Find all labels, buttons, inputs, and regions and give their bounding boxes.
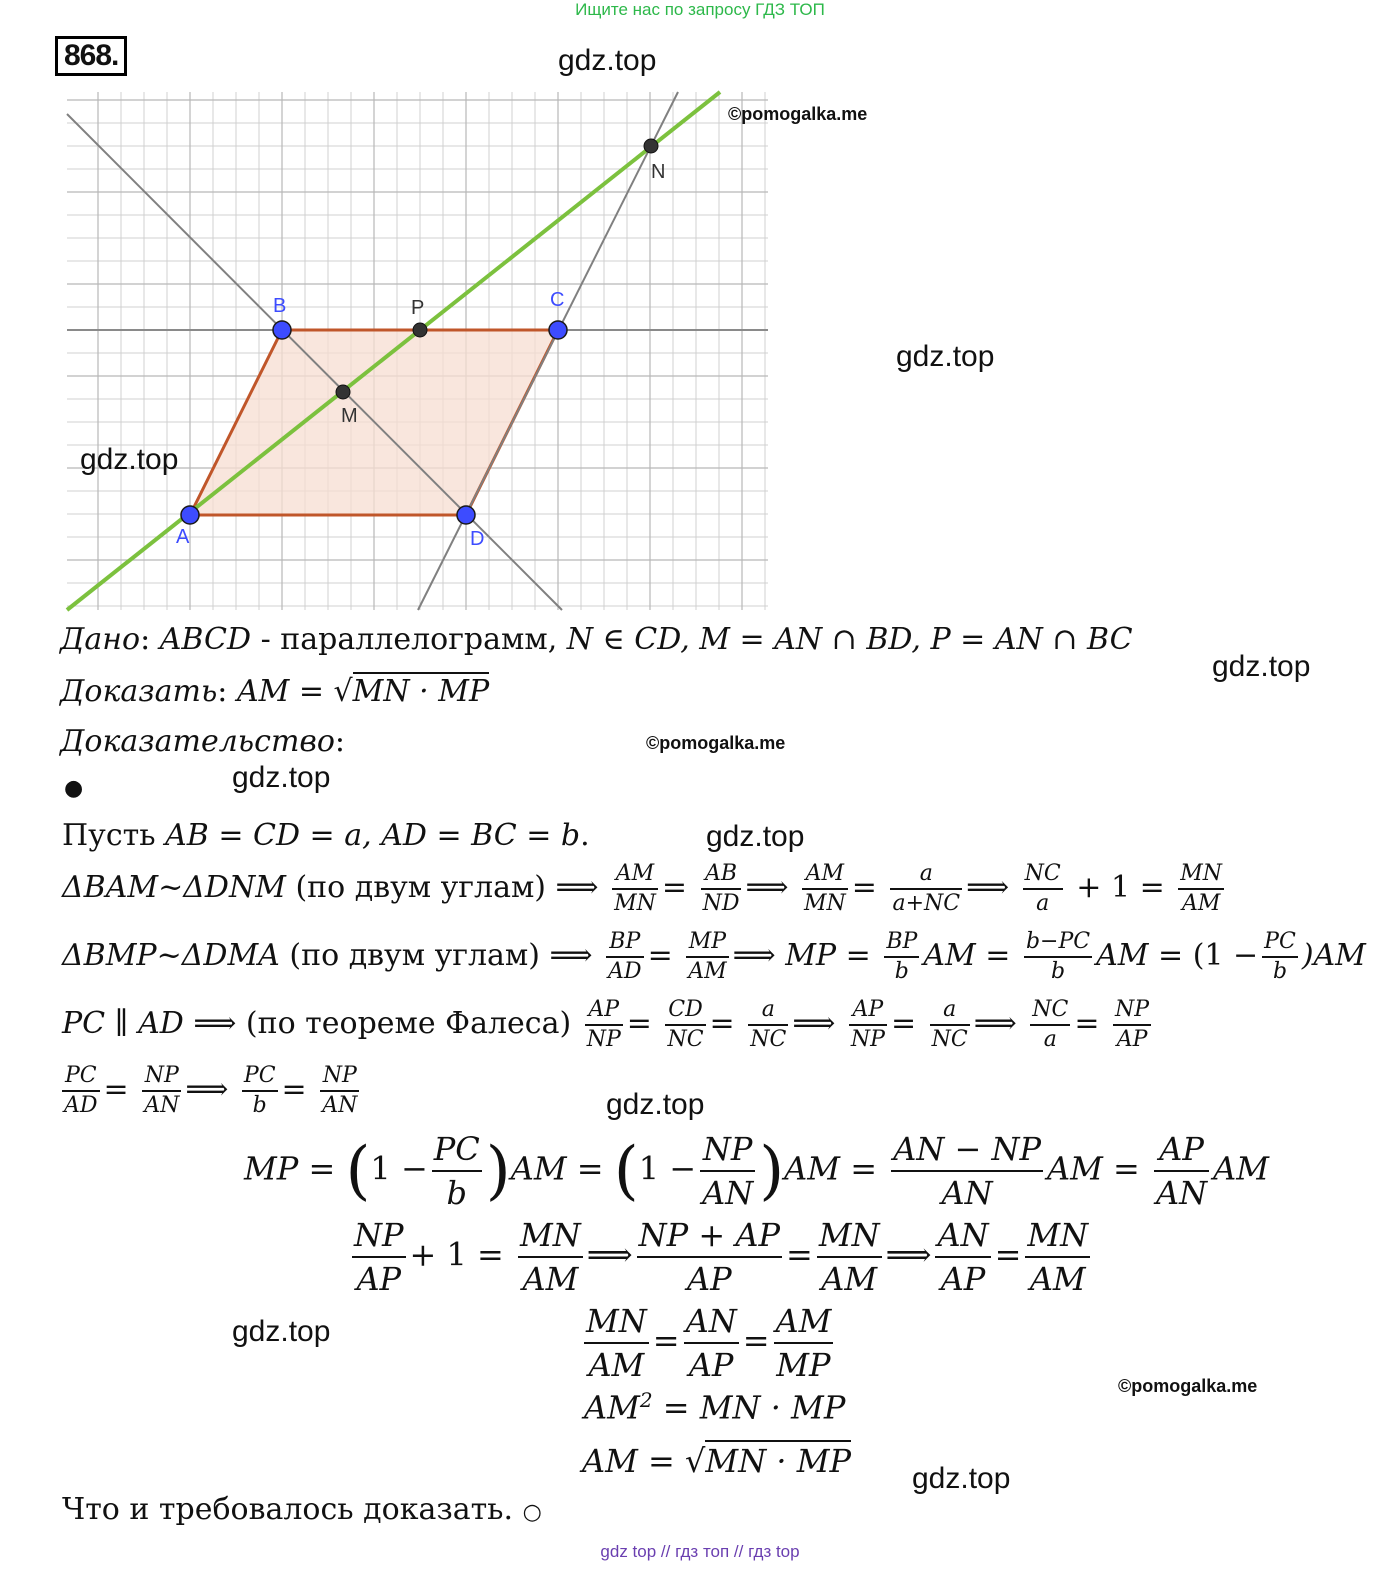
watermark-gdz: gdz.top bbox=[232, 1315, 331, 1348]
watermark-gdz: gdz.top bbox=[558, 44, 657, 77]
watermark-gdz: gdz.top bbox=[606, 1088, 705, 1121]
sqrt-sign: √ bbox=[685, 1442, 706, 1480]
label-d: D bbox=[470, 528, 485, 550]
fraction: $\frac{AM}{MN}$ bbox=[804, 861, 846, 916]
prove-radicand: MN · MP bbox=[352, 674, 490, 709]
fraction: $\frac{a}{NC}$ bbox=[931, 997, 968, 1052]
conclusion-text: Что и требовалось доказать. bbox=[62, 1492, 514, 1527]
watermark-pomogalka: ©pomogalka.me bbox=[646, 733, 786, 753]
math-term: AM bbox=[1047, 1149, 1103, 1188]
label-p: P bbox=[411, 297, 425, 319]
fraction: $\frac{AP}{NP}$ bbox=[586, 997, 621, 1052]
label-n: N bbox=[651, 161, 666, 183]
math-term: AM bbox=[1096, 938, 1149, 973]
fraction: $\frac{PC}{b}$ bbox=[243, 1063, 276, 1118]
radicand: MN · MP bbox=[705, 1442, 851, 1480]
prove-label: Доказать bbox=[60, 674, 218, 709]
equation-4 bbox=[584, 1388, 845, 1427]
fraction: $\frac{MN}{AM}$ bbox=[1180, 861, 1223, 916]
point-a bbox=[181, 506, 199, 524]
fraction: $\frac{AN - NP}{AN}$ bbox=[893, 1130, 1041, 1212]
watermark-gdz: gdz.top bbox=[80, 443, 179, 476]
note: (по двум углам) bbox=[279, 938, 550, 973]
proof-line bbox=[60, 722, 345, 762]
fraction: $\frac{NP}{AN}$ bbox=[144, 1063, 180, 1118]
fraction: $\frac{NP}{AP}$ bbox=[354, 1216, 404, 1298]
equation-3: $\frac{MN}{AM}$ = $\frac{AN}{AP}$ = $\frac{AM}{MP}$ bbox=[586, 1302, 832, 1384]
fraction: $\frac{MN}{AM}$ bbox=[818, 1216, 880, 1298]
point-b bbox=[273, 321, 291, 339]
fraction: $\frac{NC}{a}$ bbox=[1024, 861, 1061, 916]
fraction: $\frac{MN}{AM}$ bbox=[520, 1216, 581, 1298]
fraction: $\frac{NC}{a}$ bbox=[1032, 997, 1069, 1052]
fraction: $\frac{NP}{AN}$ bbox=[322, 1063, 358, 1118]
point-p bbox=[413, 323, 427, 337]
prove-line bbox=[60, 672, 489, 712]
math-term: MP bbox=[244, 1149, 299, 1188]
watermark-gdz: gdz.top bbox=[1212, 650, 1311, 683]
end-mark: ○ bbox=[522, 1500, 542, 1525]
exponent: 2 bbox=[639, 1388, 653, 1412]
prove-lhs: AM = bbox=[236, 674, 334, 709]
point-c bbox=[549, 321, 567, 339]
triangle-similarity: ΔBAM~ΔDNM bbox=[62, 870, 286, 905]
fraction: $\frac{PC}{AD}$ bbox=[64, 1063, 98, 1118]
fraction: $\frac{NP + AP}{AP}$ bbox=[638, 1216, 780, 1298]
fraction: $\frac{MN}{AM}$ bbox=[1027, 1216, 1089, 1298]
math-term: AM bbox=[1213, 1149, 1270, 1188]
conclusion-line bbox=[62, 1490, 542, 1533]
fraction: $\frac{NP}{AP}$ bbox=[1115, 997, 1150, 1052]
step4-line: $\frac{PC}{AD}$ = $\frac{NP}{AN}$ ⟹ $\frac{PC}{b}$ = $\frac{NP}{AN}$ bbox=[64, 1063, 358, 1118]
open-paren: (1 − bbox=[1192, 938, 1259, 973]
fraction: $\frac{AN}{AP}$ bbox=[685, 1302, 737, 1384]
fraction: $\frac{PC}{b}$ bbox=[433, 1130, 480, 1212]
math-term: AM = bbox=[582, 1442, 686, 1480]
label-c: C bbox=[550, 289, 565, 311]
triangle-similarity: ΔBMP~ΔDMA bbox=[62, 938, 280, 973]
watermark-gdz: gdz.top bbox=[706, 820, 805, 853]
watermark-gdz: gdz.top bbox=[232, 761, 331, 794]
fraction: $\frac{a}{NC}$ bbox=[750, 997, 787, 1052]
plus-one: + 1 bbox=[409, 1235, 467, 1274]
note: (по теореме Фалеса) bbox=[236, 1006, 581, 1041]
given-line bbox=[60, 620, 1133, 660]
watermark-gdz: gdz.top bbox=[896, 340, 995, 373]
equation-1: MP = (1 − $\frac{PC}{b}$ )AM = (1 − $\frac{NP}{AN}$ )AM = $\frac{AN - NP}{AN}$ AM = $\frac{AP}{AN}$ AM bbox=[244, 1130, 1270, 1212]
fraction: $\frac{a}{a+NC}$ bbox=[892, 861, 961, 916]
watermark-pomogalka: ©pomogalka.me bbox=[728, 104, 868, 124]
bullet: ● bbox=[64, 776, 84, 801]
label-m: M bbox=[341, 405, 358, 427]
point-m bbox=[336, 385, 350, 399]
parallel-statement: PC ∥ AD bbox=[62, 1006, 184, 1041]
fraction: $\frac{AB}{ND}$ bbox=[702, 861, 740, 916]
fraction: $\frac{AM}{MN}$ bbox=[614, 861, 656, 916]
fraction: $\frac{AN}{AP}$ bbox=[937, 1216, 989, 1298]
fraction: $\frac{BP}{AD}$ bbox=[608, 929, 642, 984]
fraction: $\frac{NP}{AN}$ bbox=[702, 1130, 754, 1212]
step2-line: ΔBMP~ΔDMA (по двум углам) ⟹ $\frac{BP}{AD}$ = $\frac{MP}{AM}$ ⟹ MP = $\frac{BP}{b}$ AM = $\frac{b-PC}{b}$ AM = (1 − $\frac{PC}{b}$ )AM bbox=[62, 929, 1366, 984]
fraction: $\frac{BP}{b}$ bbox=[886, 929, 918, 984]
problem-number: 868. bbox=[55, 36, 127, 76]
let-line bbox=[62, 816, 590, 856]
fraction: $\frac{CD}{NC}$ bbox=[667, 997, 704, 1052]
math-term: AM bbox=[510, 1149, 567, 1188]
fraction: $\frac{PC}{b}$ bbox=[1264, 929, 1296, 984]
watermark-pomogalka: ©pomogalka.me bbox=[1118, 1376, 1258, 1396]
given-colon: : bbox=[140, 622, 160, 657]
proof-label: Доказательство bbox=[60, 724, 335, 759]
math-term: AM bbox=[923, 938, 976, 973]
note: (по двум углам) bbox=[285, 870, 556, 905]
given-text: - параллелограмм, bbox=[251, 622, 567, 657]
fraction: $\frac{MN}{AM}$ bbox=[586, 1302, 647, 1384]
let-text: Пусть bbox=[62, 818, 166, 853]
math-term: AM bbox=[584, 1388, 640, 1427]
fraction: $\frac{b-PC}{b}$ bbox=[1025, 929, 1091, 984]
prove-colon: : bbox=[217, 674, 237, 709]
fraction: $\frac{AP}{AN}$ bbox=[1156, 1130, 1208, 1212]
plus-one: + 1 = bbox=[1066, 870, 1175, 905]
point-n bbox=[644, 139, 658, 153]
equation-2: $\frac{NP}{AP}$ + 1 = $\frac{MN}{AM}$ ⟹ $\frac{NP + AP}{AP}$ = $\frac{MN}{AM}$ ⟹ $\frac{AN}{AP}$ = $\frac{MN}{AM}$ bbox=[354, 1216, 1089, 1298]
close-paren: )AM bbox=[1301, 938, 1366, 973]
label-b: B bbox=[273, 295, 287, 317]
top-banner[interactable]: Ищите нас по запросу ГДЗ ТОП bbox=[575, 0, 825, 19]
watermark-gdz: gdz.top bbox=[912, 1462, 1011, 1495]
implies: ⟹ bbox=[549, 938, 593, 973]
fraction: $\frac{AM}{MP}$ bbox=[775, 1302, 832, 1384]
fraction: $\frac{AP}{NP}$ bbox=[850, 997, 885, 1052]
step3-line: PC ∥ AD ⟹ (по теореме Фалеса) $\frac{AP}{NP}$ = $\frac{CD}{NC}$ = $\frac{a}{NC}$ ⟹ $\frac{AP}{NP}$ = $\frac{a}{NC}$ ⟹ $\frac{NC}{a}$ = $\frac{NP}{AP}$ bbox=[62, 997, 1150, 1052]
math-term: = MN · MP bbox=[652, 1388, 846, 1427]
equation-5 bbox=[582, 1442, 851, 1480]
math-term: MP bbox=[785, 938, 837, 973]
point-d bbox=[457, 506, 475, 524]
sqrt-sign: √ bbox=[333, 674, 353, 709]
fraction: $\frac{MP}{AM}$ bbox=[688, 929, 727, 984]
given-conditions: N ∈ CD, M = AN ∩ BD, P = AN ∩ BC bbox=[566, 622, 1133, 657]
proof-colon: : bbox=[334, 724, 346, 759]
given-label: Дано bbox=[60, 622, 141, 657]
given-math: ABCD bbox=[159, 622, 252, 657]
math-term: 1 − bbox=[638, 1149, 697, 1188]
let-math: AB = CD = a, AD = BC = b bbox=[165, 818, 581, 853]
implies: ⟹ bbox=[555, 870, 599, 905]
math-term: AM bbox=[784, 1149, 841, 1188]
step1-line: ΔBAM~ΔDNM (по двум углам) ⟹ $\frac{AM}{MN}$ = $\frac{AB}{ND}$ ⟹ $\frac{AM}{MN}$ = $\frac{a}{a+NC}$ ⟹ $\frac{NC}{a}$ + 1 = $\frac{MN}{AM}$ bbox=[62, 861, 1223, 916]
geometry-figure bbox=[0, 0, 900, 620]
label-a: A bbox=[176, 526, 190, 548]
let-end: . bbox=[580, 818, 590, 853]
line-an bbox=[67, 92, 720, 610]
footer-links[interactable]: gdz top // гдз топ // гдз top bbox=[600, 1542, 800, 1561]
math-term: 1 − bbox=[370, 1149, 428, 1188]
